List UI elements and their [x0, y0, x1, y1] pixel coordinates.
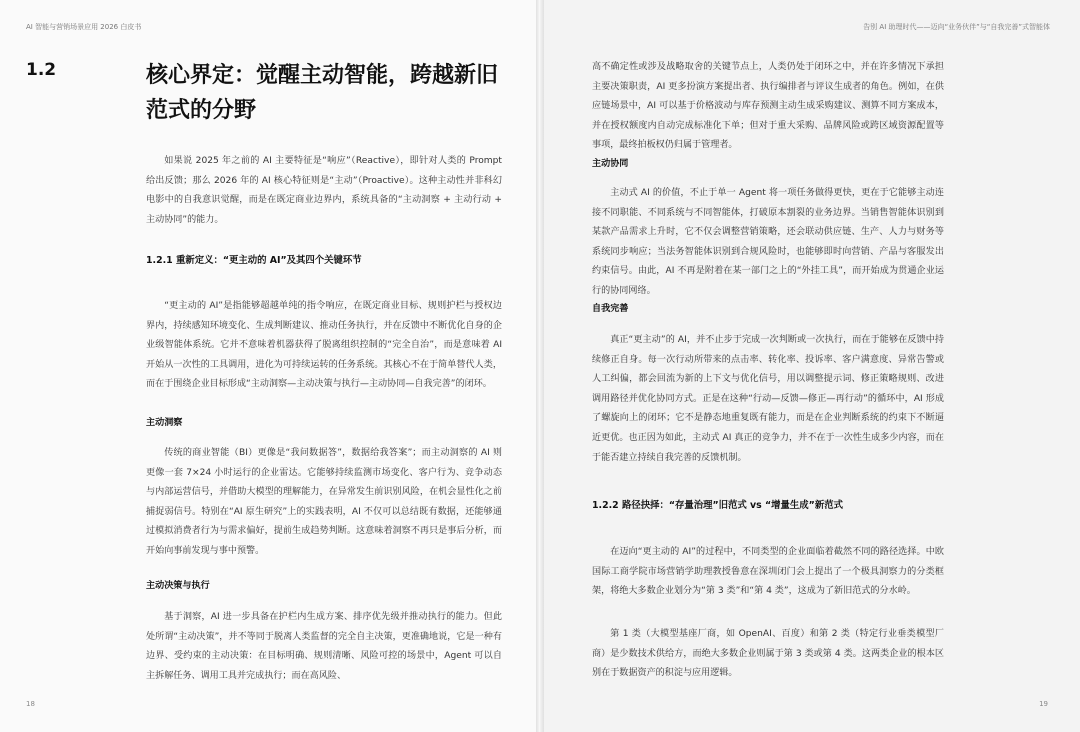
running-head: 告别 AI 助理时代——迈向“业务伙伴”与“自我完善”式智能体 [863, 23, 1050, 31]
subsection-heading: 1.2.2 路径抉择：“存量治理”旧范式 vs “增量生成”新范式 [592, 500, 843, 511]
section-title: 核心界定：觉醒主动智能，跨越新旧范式的分野 [146, 63, 499, 123]
decision-paragraph: 基于洞察，AI 进一步具备在护栏内生成方案、排序优先级并推动执行的能力。但此处所谓“主动决策”，并不等同于脱离人类监督的完全自主决策，更准确地说，它是一种有边界、受约束的主动决策：在目标明确、规则清晰、风险可控的场景中，Agent 可以自主拆解任务、调用工具并完成执行；而在高风险、 [146, 612, 502, 681]
page-number: 18 [26, 700, 35, 708]
section-number: 1.2 [26, 60, 57, 80]
spine-shadow [536, 0, 544, 732]
coop-block [592, 184, 944, 302]
page-number: 19 [1039, 700, 1048, 708]
subsection-heading: 1.2.1 重新定义：“更主动的 AI”及其四个关键环节 [146, 255, 362, 266]
insight-paragraph: 传统的商业智能（BI）更像是“我问数据答”，数据给我答案”；而主动洞察的 AI 则更像一套 7×24 小时运行的企业雷达。它能够持续监测市场变化、客户行为、竞争动态与内部运营信号，并借助大模型的理解能力，在异常发生前识别风险，在机会显性化之前捕捉弱信号。特别在“AI 原生研究”上的实践表明，AI 不仅可以总结既有数据，还能够通过模拟消费者行为与需求偏好，提前生成趋势判断。这意味着洞察不再只是事后分析，而开始向事前发现与事中预警。 [146, 448, 502, 556]
running-head: AI 智能与营销场景应用 2026 白皮书 [26, 23, 142, 31]
heading-decision: 主动决策与执行 [146, 581, 210, 591]
right-page [540, 0, 1080, 732]
coop-paragraph: 主动式 AI 的价值，不止于单一 Agent 将一项任务做得更快，更在于它能够主动连接不同职能、不同系统与不同智能体，打破原本割裂的业务边界。当销售智能体识别到某款产品需求上升时，它不仅会调整营销策略，还会联动供应链、生产、人力与财务等系统同步响应；当法务智能体识别到合规风险时，也能够即时向营销、产品与客服发出约束信号。由此，AI 不再是附着在某一部门之上的“外挂工具”，而开始成为贯通企业运行的协同网络。 [592, 188, 944, 296]
self-paragraph: 真正“更主动”的 AI，并不止步于完成一次判断或一次执行，而在于能够在反馈中持续修正自身。每一次行动所带来的点击率、转化率、投诉率、客户满意度、异常告警或人工纠偏，都会回流为新的上下文与优化信号，用以调整提示词、修正策略规则、改进调用路径并优化协同方式。正是在这种“行动—反馈—修正—再行动”的循环中，AI 形成了螺旋向上的闭环；它不是静态地重复既有能力，而是在企业判断系统的约束下不断逼近更优。也正因为如此，主动式 AI 真正的竞争力，并不在于一次性生成多少内容，而在于能否建立持续自我完善的反馈机制。 [592, 335, 944, 463]
heading-self: 自我完善 [592, 304, 629, 314]
path-paragraph-2: 第 1 类（大模型基座厂商，如 OpenAI、百度）和第 2 类（特定行业垂类模型厂商）是少数技术供给方，而绝大多数企业则属于第 3 类或第 4 类。这两类企业的根本区别在于数据资产的积淀与应用逻辑。 [592, 629, 944, 679]
intro-block [146, 152, 502, 230]
decision-block [146, 608, 502, 686]
continued-block [592, 58, 944, 156]
heading-coop: 主动协同 [592, 159, 629, 169]
path-paragraph-1: 在迈向“更主动的 AI”的过程中，不同类型的企业面临着截然不同的路径选择。中欧国际工商学院市场营销学助理教授鲁意在深圳闭门会上提出了一个极具洞察力的分类框架，将绝大多数企业划分为“第 3 类”和“第 4 类”，这成为了新旧范式的分水岭。 [592, 547, 944, 597]
insight-block [146, 444, 502, 562]
definition-block [146, 297, 502, 395]
path-block-2 [592, 625, 944, 684]
self-block [592, 331, 944, 468]
path-block-1 [592, 543, 944, 602]
definition-paragraph: “更主动的 AI”是指能够超越单纯的指令响应，在既定商业目标、规则护栏与授权边界内，持续感知环境变化、生成判断建议、推动任务执行，并在反馈中不断优化自身的企业级智能体系统。它并不意味着机器获得了脱离组织控制的“完全自治”，而是意味着 AI 开始从一次性的工具调用，进化为可持续运转的任务系统。其核心不在于简单替代人类，而在于围绕企业目标形成“主动洞察—主动决策与执行—主动协同—自我完善”的闭环。 [146, 301, 502, 390]
heading-insight: 主动洞察 [146, 418, 183, 428]
intro-paragraph: 如果说 2025 年之前的 AI 主要特征是“响应”（Reactive），即针对人类的 Prompt 给出反馈；那么 2026 年的 AI 核心特征则是“主动”（Proactive）。这种主动性并非科幻电影中的自我意识觉醒，而是在既定商业边界内，系统具备的“主动洞察 + 主动行动 + 主动协同”的能力。 [146, 156, 502, 225]
continued-paragraph: 高不确定性或涉及战略取舍的关键节点上，人类仍处于闭环之中，并在许多情况下承担主要决策职责，AI 更多扮演方案提出者、执行编排者与评议生成者的角色。例如，在供应链场景中，AI 可以基于价格波动与库存预测主动生成采购建议、测算不同方案成本，并在授权额度内自动完成标准化下单；但对于重大采购、品牌风险或跨区域资源配置等事项，最终拍板权仍归属于管理者。 [592, 62, 944, 151]
